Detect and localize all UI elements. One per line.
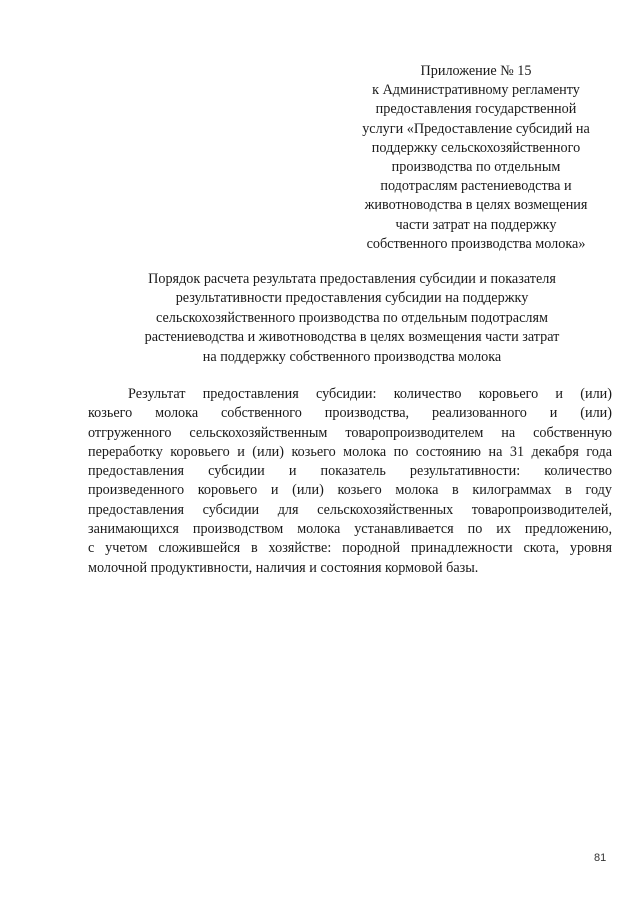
appendix-line: к Административному регламенту [372, 82, 580, 99]
body-line: козьего молока собственного производства, реализованного и (или) [88, 405, 612, 422]
body-paragraph [88, 385, 612, 578]
body-line: с учетом сложившейся в хозяйстве: породной принадлежности скота, уровня [88, 540, 612, 557]
title-line: Порядок расчета результата предоставления субсидии и показателя [148, 271, 556, 287]
title-line: сельскохозяйственного производства по отдельным подотраслям [156, 309, 548, 326]
body-line: занимающихся производством молока устанавливается по их предложению, [88, 521, 612, 538]
page-number: 81 [594, 852, 607, 864]
appendix-line: животноводства в целях возмещения [364, 197, 588, 214]
body-line: молочной продуктивности, наличия и состояния кормовой базы. [88, 559, 479, 576]
appendix-line: подотраслям растениеводства и [380, 178, 572, 195]
appendix-line: части затрат на поддержку [395, 216, 557, 233]
body-line: предоставления субсидии для сельскохозяйственных товаропроизводителей, [88, 501, 612, 518]
title-line: на поддержку собственного производства молока [202, 348, 502, 365]
appendix-line: Приложение № 15 [420, 63, 532, 79]
body-line: отгруженного сельскохозяйственным товаропроизводителем на собственную [88, 424, 612, 441]
appendix-line: поддержку сельскохозяйственного [371, 139, 581, 156]
appendix-line: услуги «Предоставление субсидий на [362, 120, 590, 137]
document-title [96, 270, 608, 367]
appendix-line: производства по отдельным [391, 159, 561, 176]
title-line: растениеводства и животноводства в целях возмещения части затрат [144, 329, 560, 346]
body-line: предоставления субсидии и показатель результативности: количество [88, 463, 612, 480]
body-line: произведенного коровьего и (или) козьего молока в килограммах в году [88, 482, 612, 499]
title-line: результативности предоставления субсидии на поддержку [175, 290, 529, 307]
appendix-line: собственного производства молока» [366, 235, 586, 252]
appendix-header [340, 62, 612, 254]
body-line: переработку коровьего и (или) козьего молока по состоянию на 31 декабря года [88, 443, 612, 460]
body-line: Результат предоставления субсидии: количество коровьего и (или) [128, 386, 612, 402]
appendix-line: предоставления государственной [375, 101, 577, 118]
